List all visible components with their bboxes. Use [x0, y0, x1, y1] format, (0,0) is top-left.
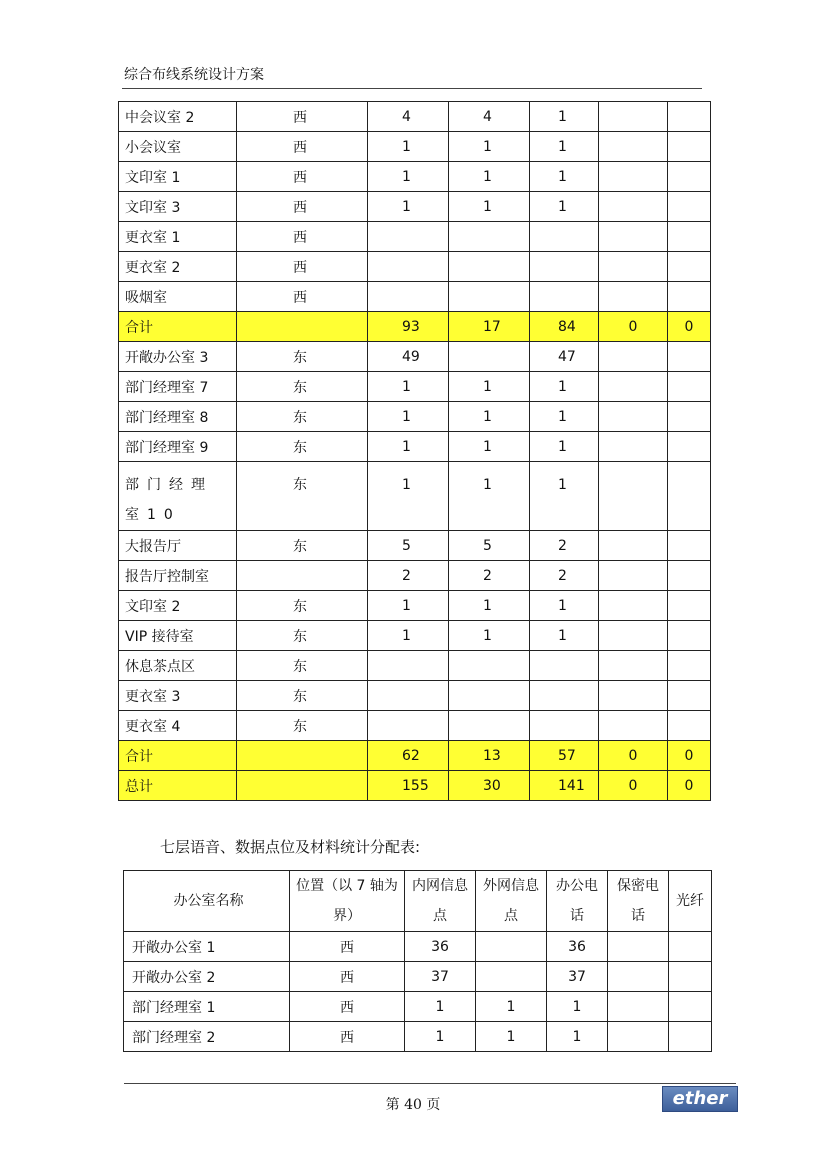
table-row: [119, 681, 711, 711]
value-cell: 0: [599, 741, 668, 771]
value-cell: 1: [449, 432, 530, 462]
room-name-cell: 开敞办公室 2: [124, 962, 290, 992]
room-name-cell: 文印室 1: [119, 162, 237, 192]
value-cell: [530, 282, 599, 312]
room-name-cell: 大报告厅: [119, 531, 237, 561]
column-header: 办公室名称: [124, 871, 290, 932]
header-divider: [122, 88, 702, 89]
table-row: [119, 162, 711, 192]
value-cell: [668, 591, 711, 621]
room-name-cell: 部门经理室 9: [119, 432, 237, 462]
position-cell: 东: [237, 651, 368, 681]
footer-divider: [124, 1083, 736, 1084]
room-name-cell: 更衣室 3: [119, 681, 237, 711]
table-row: [119, 531, 711, 561]
value-cell: 1: [449, 132, 530, 162]
value-cell: 2: [449, 561, 530, 591]
value-cell: 1: [368, 162, 449, 192]
table-row: [119, 402, 711, 432]
value-cell: [599, 342, 668, 372]
position-cell: 西: [237, 162, 368, 192]
table-row: [119, 282, 711, 312]
value-cell: [368, 681, 449, 711]
value-cell: 1: [449, 402, 530, 432]
value-cell: 37: [405, 962, 476, 992]
position-cell: 东: [237, 462, 368, 531]
column-header: 光纤: [669, 871, 712, 932]
value-cell: [599, 282, 668, 312]
value-cell: [668, 432, 711, 462]
room-name-cell: 部门经理室 2: [124, 1022, 290, 1052]
room-name-cell: 吸烟室: [119, 282, 237, 312]
value-cell: 0: [599, 771, 668, 801]
position-cell: 东: [237, 711, 368, 741]
value-cell: [368, 252, 449, 282]
value-cell: [599, 372, 668, 402]
value-cell: 1: [405, 992, 476, 1022]
value-cell: 84: [530, 312, 599, 342]
value-cell: [668, 132, 711, 162]
value-cell: [599, 681, 668, 711]
value-cell: 0: [599, 312, 668, 342]
value-cell: 141: [530, 771, 599, 801]
value-cell: [669, 1022, 712, 1052]
value-cell: 1: [368, 132, 449, 162]
room-name-cell: 休息茶点区: [119, 651, 237, 681]
column-header: 位置（以 7 轴为界）: [290, 871, 405, 932]
table-row: [119, 462, 711, 531]
value-cell: 1: [405, 1022, 476, 1052]
value-cell: [608, 1022, 669, 1052]
value-cell: [668, 621, 711, 651]
room-name-cell: 小会议室: [119, 132, 237, 162]
value-cell: 1: [449, 621, 530, 651]
value-cell: 0: [668, 741, 711, 771]
table-row: [119, 192, 711, 222]
value-cell: 1: [449, 372, 530, 402]
room-name-cell: 合计: [119, 741, 237, 771]
value-cell: [608, 962, 669, 992]
table-row: [119, 651, 711, 681]
value-cell: [669, 992, 712, 1022]
value-cell: [530, 252, 599, 282]
value-cell: [599, 102, 668, 132]
value-cell: [599, 252, 668, 282]
value-cell: 2: [530, 561, 599, 591]
value-cell: 1: [530, 402, 599, 432]
room-name-cell: 更衣室 4: [119, 711, 237, 741]
table-row: [119, 561, 711, 591]
value-cell: [608, 932, 669, 962]
value-cell: [668, 222, 711, 252]
room-name-cell: 文印室 3: [119, 192, 237, 222]
table-row: [119, 741, 711, 771]
value-cell: [599, 402, 668, 432]
value-cell: [368, 222, 449, 252]
value-cell: 1: [449, 162, 530, 192]
position-cell: 东: [237, 342, 368, 372]
position-cell: 东: [237, 681, 368, 711]
value-cell: 49: [368, 342, 449, 372]
room-name-cell: 开敞办公室 1: [124, 932, 290, 962]
value-cell: [449, 252, 530, 282]
value-cell: 1: [476, 992, 547, 1022]
room-name-cell: 更衣室 2: [119, 252, 237, 282]
table-row: [119, 372, 711, 402]
value-cell: 155: [368, 771, 449, 801]
value-cell: 30: [449, 771, 530, 801]
value-cell: [608, 992, 669, 1022]
value-cell: [668, 102, 711, 132]
value-cell: [368, 711, 449, 741]
value-cell: [668, 462, 711, 531]
value-cell: 1: [530, 462, 599, 531]
room-name-cell: 中会议室 2: [119, 102, 237, 132]
value-cell: [530, 651, 599, 681]
position-cell: 西: [237, 282, 368, 312]
position-cell: 东: [237, 372, 368, 402]
value-cell: [599, 222, 668, 252]
position-cell: 西: [290, 962, 405, 992]
value-cell: 1: [547, 1022, 608, 1052]
value-cell: 37: [547, 962, 608, 992]
room-name-cell: 部门经理室 8: [119, 402, 237, 432]
room-name-cell: 更衣室 1: [119, 222, 237, 252]
room-name-cell: 部门经理室 1: [124, 992, 290, 1022]
value-cell: [599, 432, 668, 462]
value-cell: [668, 561, 711, 591]
value-cell: 1: [449, 591, 530, 621]
room-name-cell: 报告厅控制室: [119, 561, 237, 591]
value-cell: 1: [368, 372, 449, 402]
table-caption: 七层语音、数据点位及材料统计分配表:: [160, 838, 421, 856]
value-cell: [599, 591, 668, 621]
room-name-cell: 合计: [119, 312, 237, 342]
value-cell: [668, 162, 711, 192]
position-cell: 西: [290, 932, 405, 962]
value-cell: 17: [449, 312, 530, 342]
value-cell: [530, 222, 599, 252]
value-cell: 1: [368, 621, 449, 651]
value-cell: [476, 962, 547, 992]
table-row: [119, 342, 711, 372]
position-cell: 东: [237, 402, 368, 432]
value-cell: [668, 402, 711, 432]
position-cell: 西: [237, 192, 368, 222]
position-cell: 西: [290, 1022, 405, 1052]
value-cell: 1: [449, 462, 530, 531]
room-name-cell: VIP 接待室: [119, 621, 237, 651]
table-row: [124, 992, 712, 1022]
position-cell: [237, 312, 368, 342]
table-row: [119, 132, 711, 162]
value-cell: 4: [449, 102, 530, 132]
value-cell: 1: [530, 372, 599, 402]
value-cell: [669, 932, 712, 962]
value-cell: [668, 282, 711, 312]
value-cell: [449, 681, 530, 711]
value-cell: 0: [668, 771, 711, 801]
position-cell: 东: [237, 591, 368, 621]
value-cell: [668, 681, 711, 711]
value-cell: [669, 962, 712, 992]
table-row: [119, 771, 711, 801]
column-header: 外网信息点: [476, 871, 547, 932]
value-cell: 1: [530, 432, 599, 462]
value-cell: 1: [368, 462, 449, 531]
table-row: [119, 102, 711, 132]
value-cell: [368, 651, 449, 681]
value-cell: [599, 462, 668, 531]
table-row: [124, 962, 712, 992]
value-cell: [599, 711, 668, 741]
value-cell: 36: [547, 932, 608, 962]
value-cell: [530, 711, 599, 741]
value-cell: 1: [368, 402, 449, 432]
value-cell: 1: [368, 591, 449, 621]
position-cell: 西: [237, 252, 368, 282]
value-cell: 1: [368, 432, 449, 462]
column-header: 办公电话: [547, 871, 608, 932]
value-cell: [668, 531, 711, 561]
value-cell: 1: [530, 621, 599, 651]
position-cell: [237, 771, 368, 801]
value-cell: [368, 282, 449, 312]
table-row: [119, 711, 711, 741]
value-cell: 5: [449, 531, 530, 561]
value-cell: 47: [530, 342, 599, 372]
value-cell: [599, 162, 668, 192]
value-cell: [599, 651, 668, 681]
value-cell: [668, 651, 711, 681]
value-cell: 1: [530, 132, 599, 162]
value-cell: [599, 621, 668, 651]
value-cell: [476, 932, 547, 962]
room-name-cell: 总计: [119, 771, 237, 801]
table-row: [119, 312, 711, 342]
room-name-cell: 部门经理室 7: [119, 372, 237, 402]
value-cell: 1: [449, 192, 530, 222]
value-cell: 5: [368, 531, 449, 561]
position-cell: 西: [290, 992, 405, 1022]
value-cell: 13: [449, 741, 530, 771]
value-cell: 1: [476, 1022, 547, 1052]
position-cell: 东: [237, 531, 368, 561]
value-cell: [599, 192, 668, 222]
table-header-row: [124, 871, 712, 932]
value-cell: [668, 711, 711, 741]
position-cell: 东: [237, 621, 368, 651]
value-cell: [449, 222, 530, 252]
value-cell: [668, 372, 711, 402]
value-cell: [599, 531, 668, 561]
value-cell: 1: [530, 591, 599, 621]
value-cell: 62: [368, 741, 449, 771]
document-header-title: 综合布线系统设计方案: [124, 67, 264, 83]
column-header: 内网信息点: [405, 871, 476, 932]
value-cell: [449, 711, 530, 741]
position-cell: 西: [237, 102, 368, 132]
table-row: [119, 222, 711, 252]
value-cell: 1: [530, 192, 599, 222]
value-cell: 1: [368, 192, 449, 222]
page-number: 第 40 页: [385, 1097, 441, 1113]
value-cell: [668, 342, 711, 372]
position-cell: [237, 741, 368, 771]
value-cell: 57: [530, 741, 599, 771]
value-cell: 1: [547, 992, 608, 1022]
value-cell: 4: [368, 102, 449, 132]
table-row: [119, 432, 711, 462]
position-cell: 西: [237, 222, 368, 252]
value-cell: 1: [530, 162, 599, 192]
value-cell: 93: [368, 312, 449, 342]
room-name-cell: 部门经理室10: [119, 462, 237, 531]
value-cell: [668, 192, 711, 222]
table-row: [124, 1022, 712, 1052]
column-header: 保密电话: [608, 871, 669, 932]
value-cell: 0: [668, 312, 711, 342]
position-cell: [237, 561, 368, 591]
ether-logo: ether: [662, 1086, 738, 1112]
seventh-floor-points-table: [123, 870, 712, 1052]
position-cell: 东: [237, 432, 368, 462]
value-cell: [599, 561, 668, 591]
value-cell: 2: [368, 561, 449, 591]
value-cell: [668, 252, 711, 282]
value-cell: [449, 282, 530, 312]
position-cell: 西: [237, 132, 368, 162]
value-cell: 1: [530, 102, 599, 132]
value-cell: [599, 132, 668, 162]
table-row: [119, 591, 711, 621]
room-name-cell: 文印室 2: [119, 591, 237, 621]
value-cell: [449, 651, 530, 681]
value-cell: 2: [530, 531, 599, 561]
value-cell: [530, 681, 599, 711]
value-cell: [449, 342, 530, 372]
value-cell: 36: [405, 932, 476, 962]
table-row: [119, 621, 711, 651]
floor-points-table-continued: [118, 101, 711, 801]
table-row: [124, 932, 712, 962]
room-name-cell: 开敞办公室 3: [119, 342, 237, 372]
table-row: [119, 252, 711, 282]
